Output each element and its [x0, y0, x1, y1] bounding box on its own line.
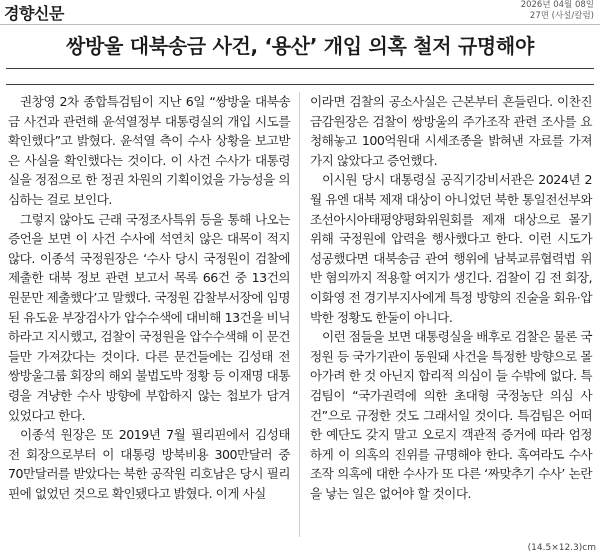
column-divider: [299, 92, 300, 537]
paragraph-continued: 이라면 검찰의 공소사실은 근본부터 흔들린다. 이찬진 금감원장은 검찰이 쌍방울의 주가조작 관련 조사를 요청해놓고 100억원대 시세조종을 밝혀낸 자료를 가져가지 않았다고 증언했다.: [310, 94, 592, 168]
article-size-note: (14.5×12.3)cm: [527, 543, 596, 553]
masthead: [0, 0, 600, 25]
paragraph: 그렇지 않아도 근래 국정조사특위 등을 통해 나오는 증언을 보면 이 사건 수사에 석연치 않은 대목이 적지 않다. 이종석 국정원장은 ‘수사 당시 국정원이 검찰에 제출한 대북 정보 관련 보고서 목록 66건 중 13건의 원문만 제출했다’고 말했다. 국정원 감찰부서장에 임명된 유도윤 부장검사가 압수수색에 대비해 13건을 비닉하라고 지시했고, 검찰이 국정원을 압수수색해 이 문건들만 가져갔다는 것이다. 다른 문건들에는 김성태 전 쌍방울그룹 회장의 해외 불법도박 정황 등 이재명 대통령을 겨냥한 수사 방향에 부합하지 않는 첩보가 담겨 있었다고 한다.: [8, 211, 290, 423]
dateline: [521, 0, 594, 22]
page-section: 27면 (사설/칼럼): [529, 11, 594, 21]
paragraph: 이런 점들을 보면 대통령실을 배후로 검찰은 물론 국정원 등 국가기관이 동원돼 사건을 특정한 방향으로 몰아가려 한 것 아닌지 합리적 의심이 들 수밖에 없다. 특검팀이 “국가권력에 의한 초대형 국정농단 의심 사건”으로 규정한 것도 그래서일 것이다. 특검팀은 어떠한 예단도 갖지 말고 오로지 객관적 증거에 따라 엄정하게 이 의혹의 진위를 규명해야 한다. 혹여라도 수사조작 의혹에 대한 수사가 또 다른 ‘짜맞추기 수사’ 논란을 낳는 일은 없어야 할 것이다.: [310, 329, 592, 501]
newspaper-logo: 경향신문: [4, 4, 64, 23]
publish-date: 2026년 04월 08일: [520, 0, 594, 10]
headline-rule-top: [6, 68, 594, 69]
article-column-left: [8, 92, 290, 503]
article-column-right: [310, 92, 592, 503]
paragraph: 이시원 당시 대통령실 공직기강비서관은 2024년 2월 유엔 대북 제재 대상이 아니었던 북한 통일전선부와 조선아시아태평양평화위원회를 제재 대상으로 몰기 위해 국정원에 압력을 행사했다고 한다. 이런 시도가 성공했다면 대북송금 관여 행위에 남북교류협력법 위반 혐의까지 적용할 여지가 생긴다. 검찰이 김 전 회장, 이화영 전 경기부지사에게 특정 방향의 진술을 회유·압박한 정황도 한둘이 아니다.: [310, 172, 592, 325]
paragraph: 권창영 2차 종합특검팀이 지난 6일 “쌍방울 대북송금 사건과 관련해 윤석열정부 대통령실의 개입 시도를 확인했다”고 밝혔다. 윤석열 측이 수사 상황을 보고받은 사실을 확인했다는 것이다. 이 사건 수사가 대통령실을 정점으로 한 정권 차원의 기획이었을 가능성을 의심하는 걸로 보인다.: [8, 94, 290, 207]
paragraph: 이종석 원장은 또 2019년 7월 필리핀에서 김성태 전 회장으로부터 이 대통령 방북비용 300만달러 중 70만달러를 받았다는 북한 공작원 리호남은 당시 필리핀에 없었던 것으로 확인됐다고 밝혔다. 이게 사실: [8, 427, 290, 501]
article-headline: 쌍방울 대북송금 사건, ‘용산’ 개입 의혹 철저 규명해야: [66, 34, 534, 58]
headline-rule-bottom: [6, 84, 594, 85]
